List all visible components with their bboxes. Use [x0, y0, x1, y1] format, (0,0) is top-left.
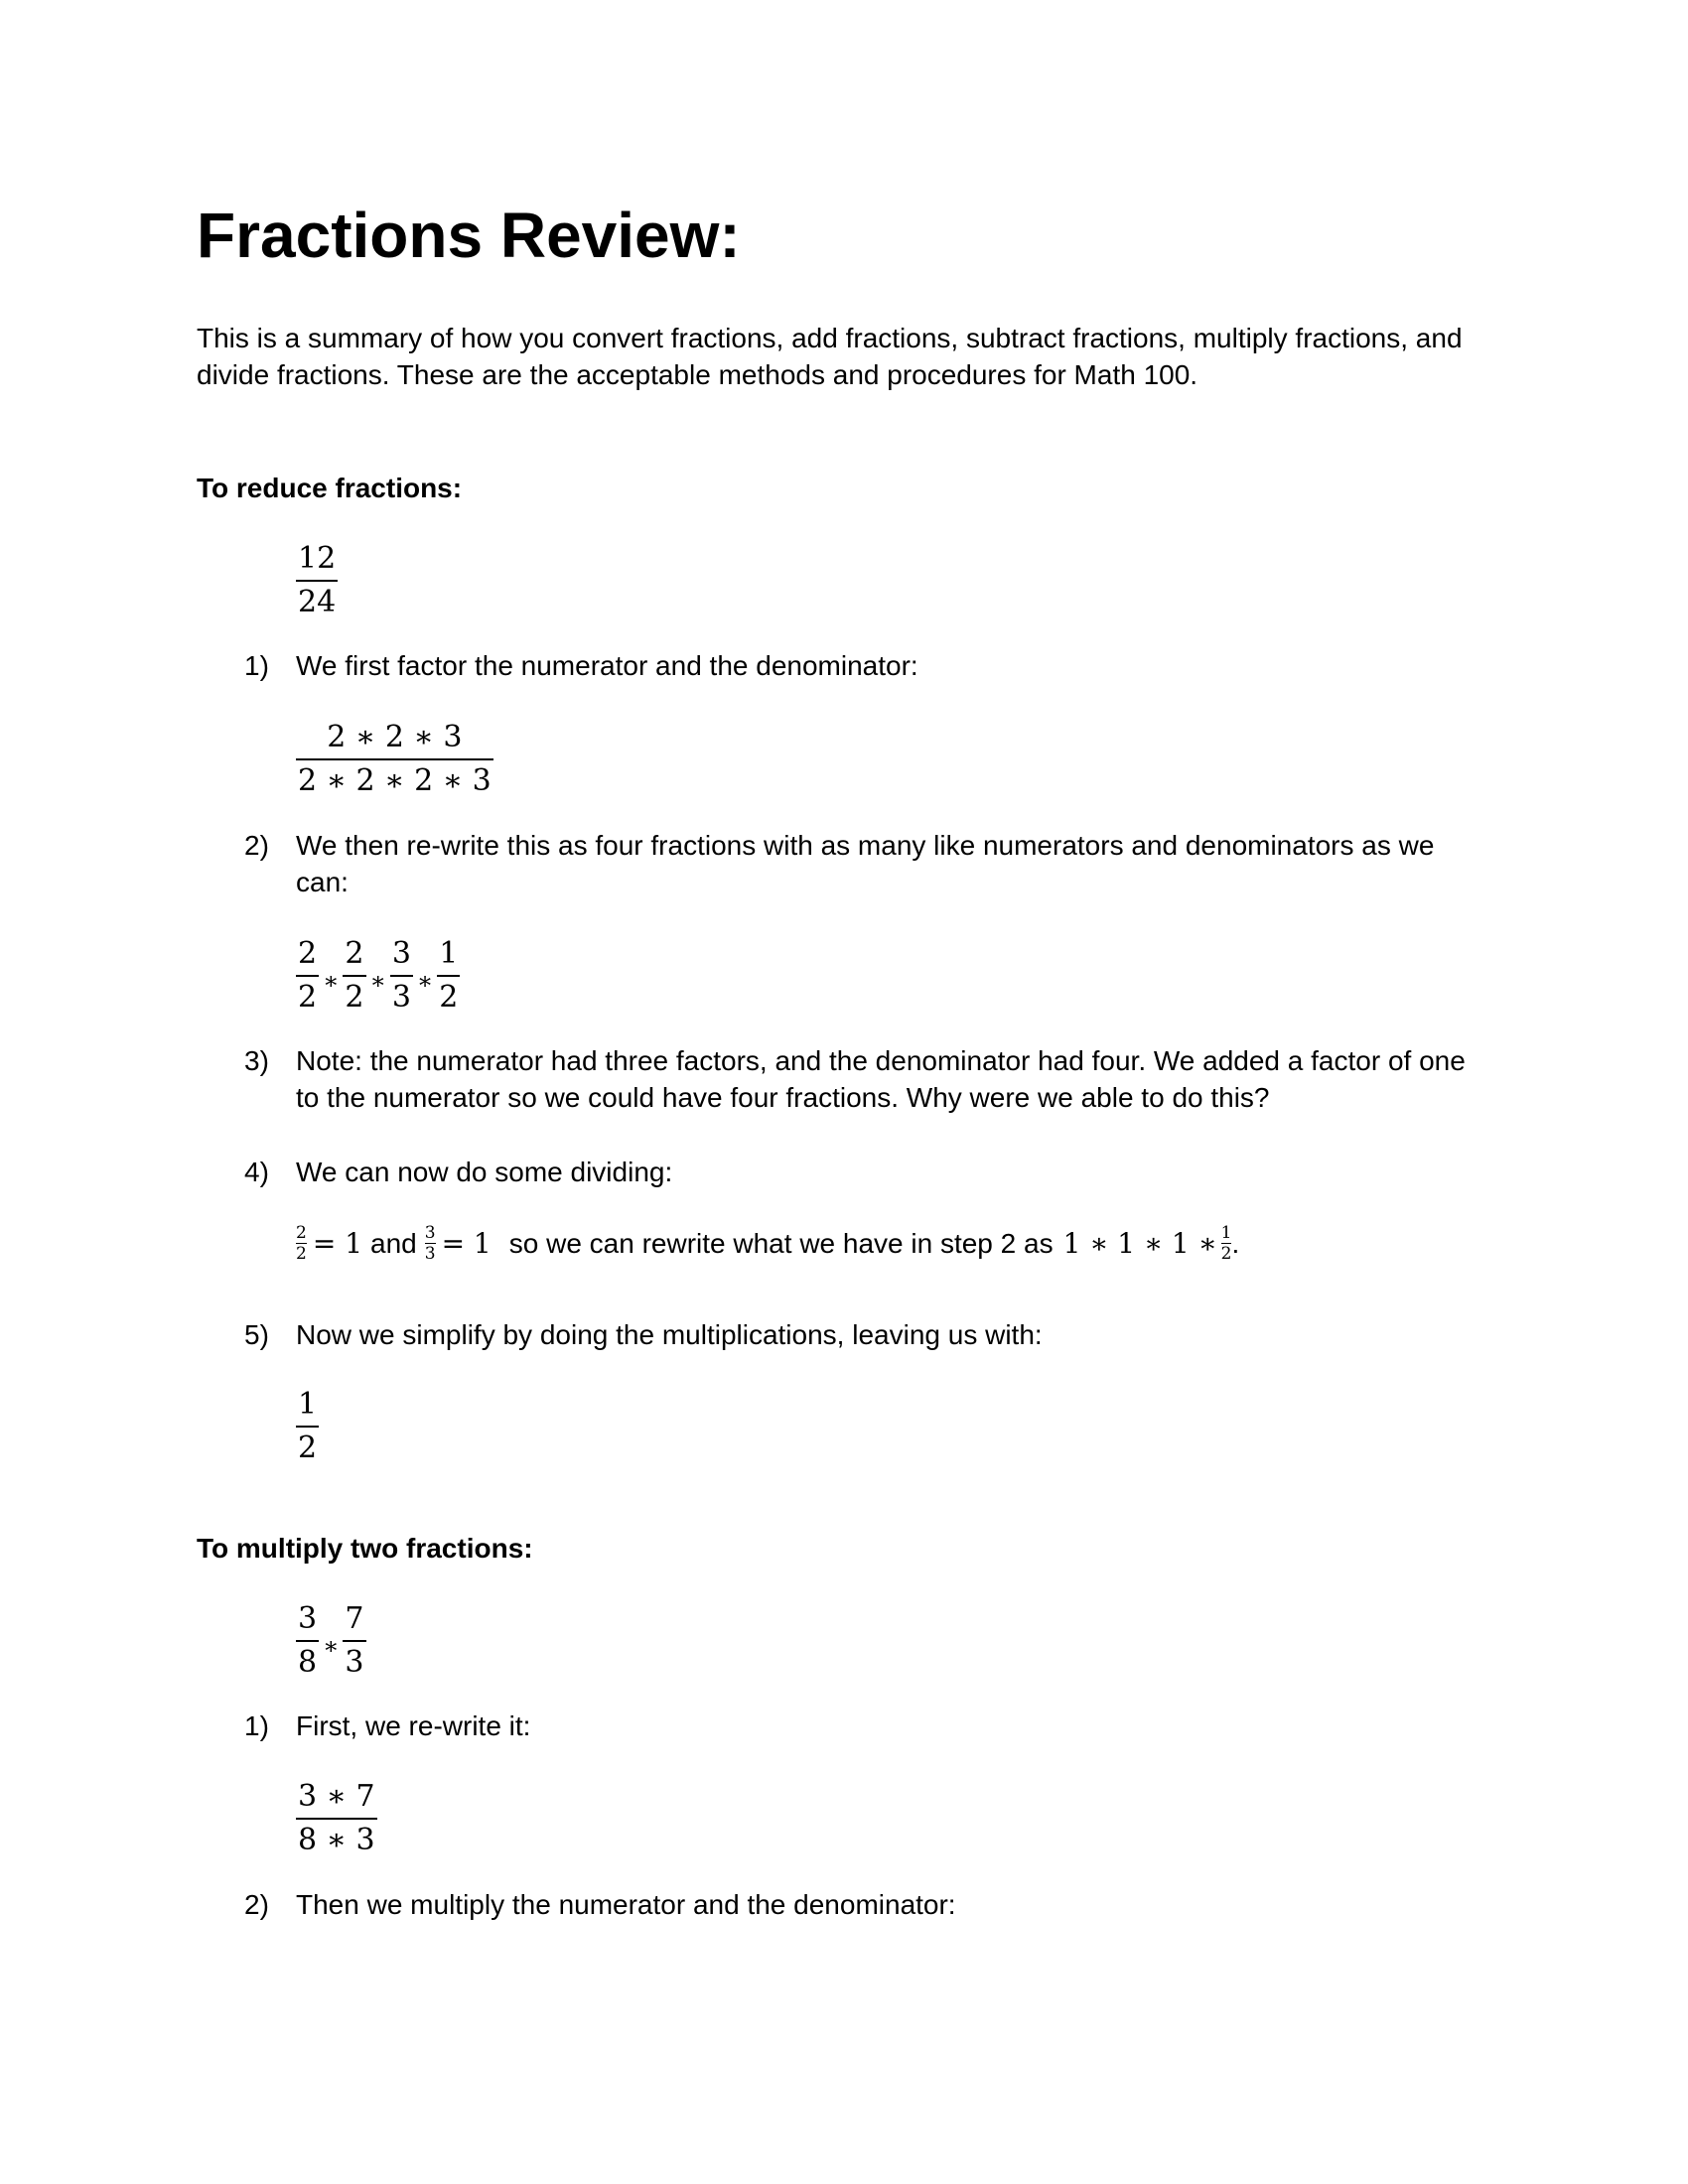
step-number: 2): [244, 1889, 269, 1920]
step-number: 4): [244, 1157, 269, 1187]
numerator: 3: [391, 936, 411, 971]
step-number: 1): [244, 650, 269, 681]
numerator: 2: [298, 936, 318, 971]
small-fraction: [425, 1223, 436, 1264]
numerator: 7: [345, 1601, 364, 1636]
intro-paragraph: This is a summary of how you convert fractions, add fractions, subtract fractions, multiply fractions, and divide fractions. These are the acceptable methods and procedures for Math 100.: [197, 323, 1463, 390]
numerator: 12: [298, 541, 337, 576]
small-fraction: [296, 1223, 307, 1264]
and-word: and: [370, 1227, 417, 1259]
numerator: 3: [298, 1601, 318, 1636]
denominator: 2 ∗ 2 ∗ 2 ∗ 3: [296, 758, 493, 800]
period: .: [1231, 1227, 1240, 1259]
multiply-example: [296, 1600, 366, 1682]
step-text: We first factor the numerator and the denominator:: [296, 650, 918, 681]
reduce-example-fraction: [296, 540, 338, 621]
equals-one: = 1: [441, 1227, 492, 1260]
denominator: 2: [296, 1244, 307, 1264]
denominator: 2: [437, 975, 460, 1017]
product-expression: 1 ∗ 1 ∗ 1 ∗: [1062, 1227, 1217, 1260]
step-number: 2): [244, 830, 269, 861]
numerator: 3: [424, 1223, 436, 1243]
denominator: 2: [296, 975, 319, 1017]
step-text: First, we re-write it:: [296, 1710, 531, 1741]
denominator: 24: [296, 580, 338, 621]
result-fraction: [296, 1386, 319, 1467]
equals-one: = 1: [312, 1227, 363, 1260]
rewrite-text: so we can rewrite what we have in step 2 as: [508, 1227, 1054, 1259]
rewritten-fraction: [296, 1778, 377, 1859]
denominator: 2: [343, 975, 365, 1017]
denominator: 2: [1220, 1244, 1232, 1264]
denominator: 3: [390, 975, 413, 1017]
numerator: 2: [345, 936, 364, 971]
numerator: 1: [439, 936, 459, 971]
multiply-operator: ∗: [416, 967, 434, 995]
multiply-heading: To multiply two fractions:: [197, 1533, 533, 1564]
multiply-operator: ∗: [323, 967, 340, 995]
denominator: 3: [343, 1640, 365, 1682]
dividing-line: [296, 1223, 1239, 1264]
numerator: 2: [296, 1223, 307, 1243]
small-fraction: [1221, 1223, 1232, 1264]
step-text: We can now do some dividing:: [296, 1157, 673, 1187]
denominator: 2: [296, 1426, 319, 1467]
four-fractions-product: [296, 935, 460, 1017]
numerator: 3 ∗ 7: [298, 1779, 375, 1814]
reduce-heading: To reduce fractions:: [197, 473, 463, 503]
multiply-operator: ∗: [369, 967, 386, 995]
page-title: Fractions Review:: [197, 200, 741, 271]
step-number: 3): [244, 1045, 269, 1076]
numerator: 1: [298, 1387, 318, 1422]
step-text: Now we simplify by doing the multiplications, leaving us with:: [296, 1319, 1043, 1350]
step-number: 1): [244, 1710, 269, 1741]
step-text: We then re-write this as four fractions with as many like numerators and denominators as we can:: [296, 830, 1435, 897]
factored-fraction: [296, 719, 493, 800]
numerator: 1: [1220, 1223, 1232, 1243]
denominator: 8: [296, 1640, 319, 1682]
multiply-operator: ∗: [323, 1632, 340, 1660]
step-text: Then we multiply the numerator and the denominator:: [296, 1889, 956, 1920]
step-number: 5): [244, 1319, 269, 1350]
denominator: 3: [424, 1244, 436, 1264]
numerator: 2 ∗ 2 ∗ 3: [327, 720, 463, 754]
denominator: 8 ∗ 3: [296, 1818, 377, 1859]
step-text: Note: the numerator had three factors, and the denominator had four. We added a factor of one to the numerator so we could have four fractions. Why were we able to do this?: [296, 1045, 1466, 1113]
